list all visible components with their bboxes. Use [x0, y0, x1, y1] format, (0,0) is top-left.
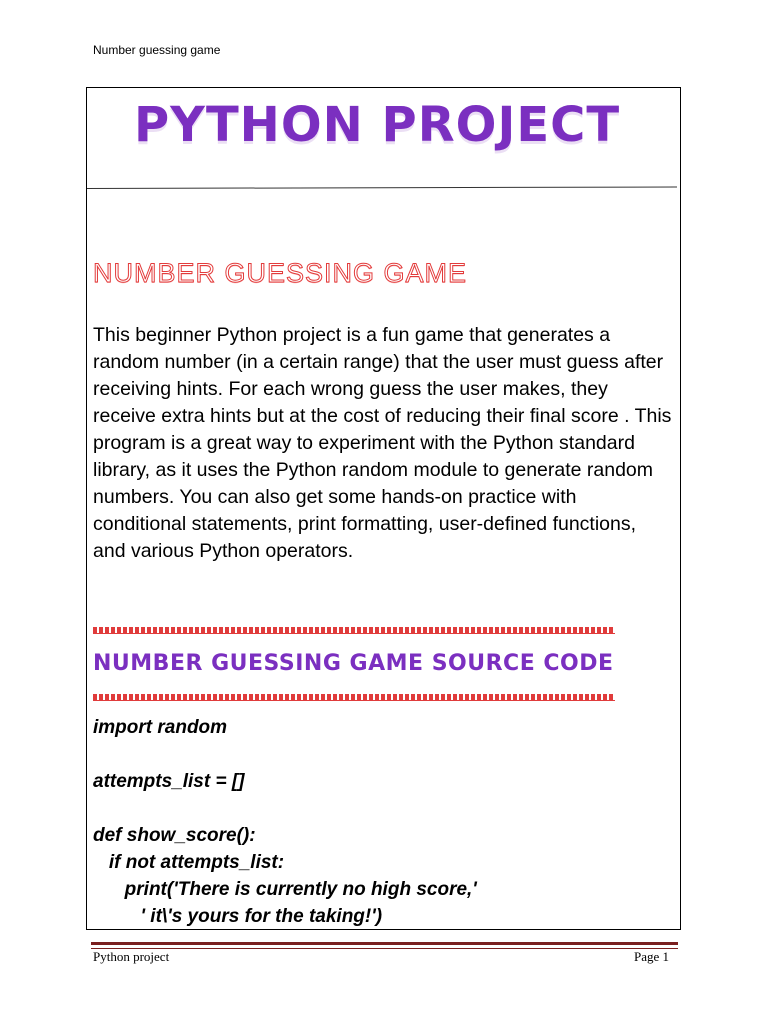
- intro-paragraph: This beginner Python project is a fun game that generates a random number (in a certain range) that the user must guess after receiving hints. For each wrong guess the user makes, they receive extra hints but at the cost of reducing their final score . This program is a great way to experiment with the Python standard library, as it uses the Python random module to generate random numbers. You can also get some hands-on practice with conditional statements, print formatting, user-defined functions, and various Python operators.: [93, 324, 672, 562]
- footer-divider: [91, 942, 678, 949]
- code-line: print('There is currently no high score,': [93, 879, 477, 900]
- running-header: Number guessing game: [93, 43, 221, 57]
- section-heading: NUMBER GUESSING GAME: [93, 258, 468, 288]
- dashed-divider-bottom: [93, 694, 615, 701]
- footer-title: Python project: [93, 949, 170, 964]
- page-number: Page 1: [634, 949, 670, 964]
- code-line: ' it\'s yours for the taking!'): [93, 906, 383, 927]
- code-line: import random: [93, 717, 228, 738]
- code-line: attempts_list = []: [93, 771, 245, 792]
- code-line: def show_score():: [93, 825, 256, 846]
- code-line: if not attempts_list:: [93, 852, 285, 873]
- main-title: PYTHON PROJECT: [134, 97, 621, 153]
- source-code-heading: NUMBER GUESSING GAME SOURCE CODE: [93, 651, 614, 676]
- dashed-divider-top: [93, 627, 615, 634]
